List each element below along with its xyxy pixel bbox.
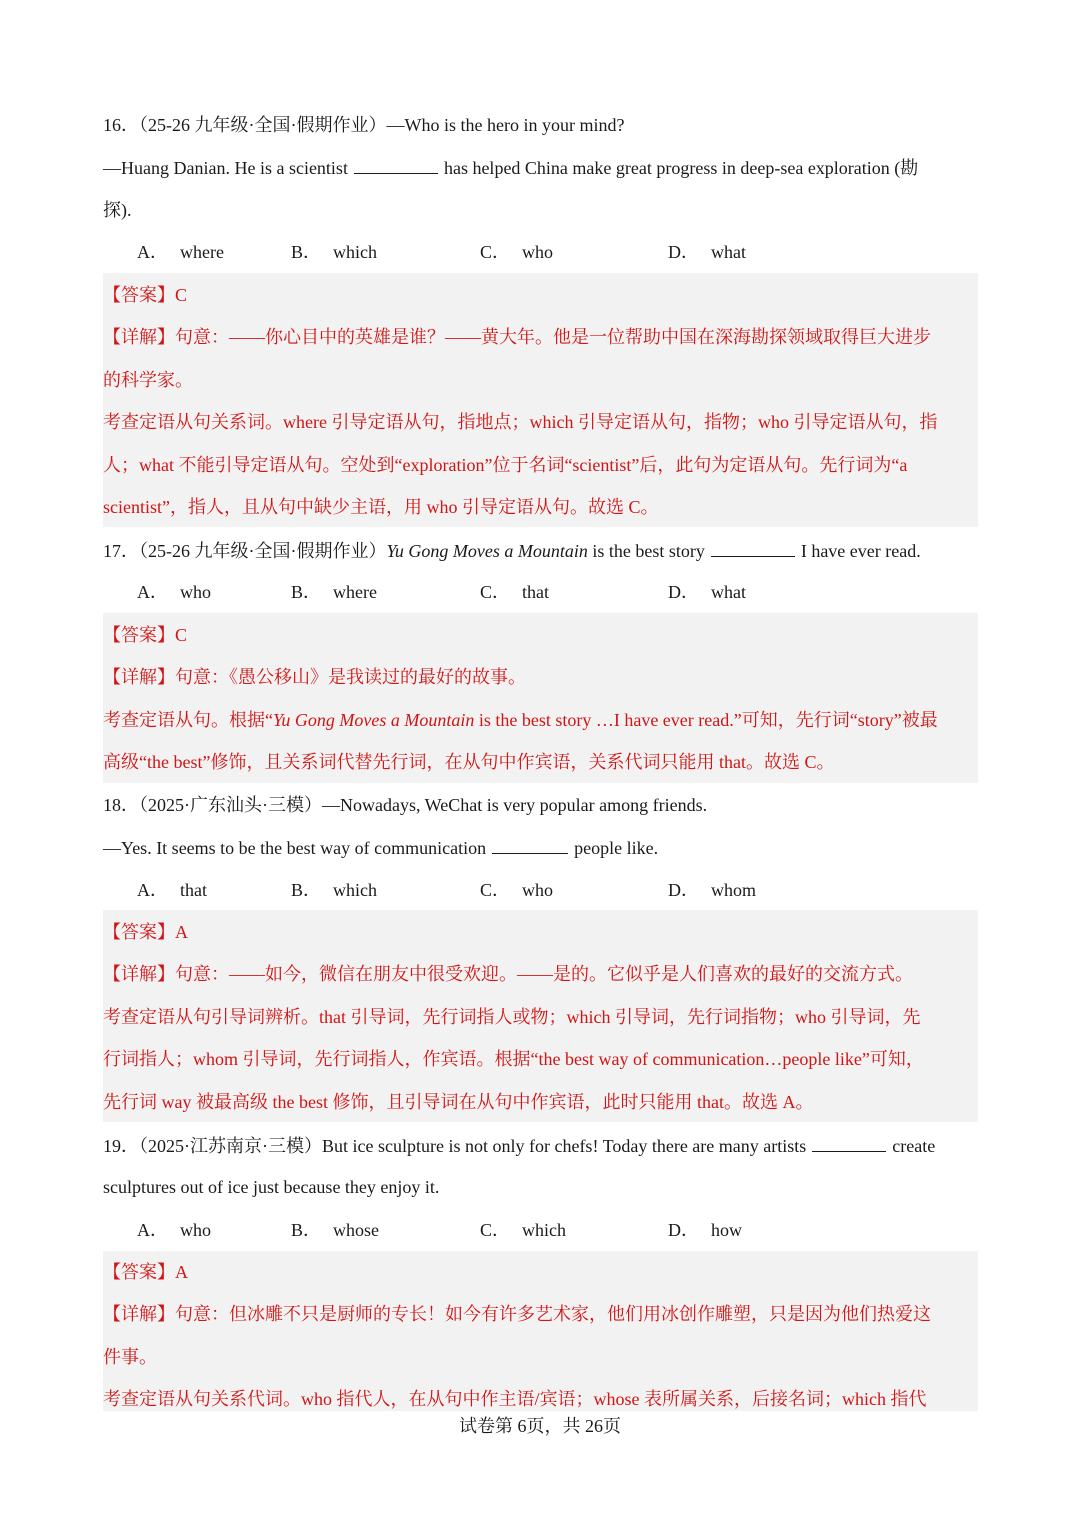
q18-detail-2: 考查定语从句引导词辨析。that 引导词，先行词指人或物；which 引导词，先行词指物；who 引导词，先 [103, 1007, 921, 1027]
q18-option-b[interactable]: B． which [291, 880, 378, 900]
q17-option-d[interactable]: D． what [668, 582, 746, 602]
q19-detail-2: 件事。 [103, 1347, 157, 1367]
q16-answer-block [103, 273, 978, 527]
q19-option-a[interactable]: A． who [137, 1220, 211, 1240]
q17-answer: 【答案】C [103, 625, 188, 645]
q16-line2: —Huang Danian. He is a scientist has helped China make great progress in deep-sea exploration (勘 [103, 155, 983, 180]
q16-answer: 【答案】C [103, 285, 188, 305]
q18-answer: 【答案】A [103, 922, 188, 942]
q16-detail-5: scientist”，指人，且从句中缺少主语，用 who 引导定语从句。故选 C。 [103, 497, 659, 517]
q19-option-d[interactable]: D． how [668, 1220, 742, 1240]
q16-stem: 16．（25-26 九年级·全国·假期作业）—Who is the hero in your mind? [103, 115, 625, 135]
q18-option-c[interactable]: C． who [480, 880, 554, 900]
q17-option-c[interactable]: C． that [480, 582, 550, 602]
answer-blank [354, 155, 438, 174]
q16-option-a[interactable]: A． where [137, 242, 224, 262]
q19-option-c[interactable]: C． which [480, 1220, 567, 1240]
q17-stem: 17．（25-26 九年级·全国·假期作业）Yu Gong Moves a Mountain is the best story I have ever read. [103, 538, 983, 563]
q16-option-d[interactable]: D． what [668, 242, 746, 262]
q18-option-d[interactable]: D． whom [668, 880, 756, 900]
q17-detail-2: 考查定语从句。根据“Yu Gong Moves a Mountain is the best story …I have ever read.”可知，先行词“story”被最 [103, 710, 938, 730]
answer-blank [492, 835, 568, 854]
q16-detail-4: 人；what 不能引导定语从句。空处到“exploration”位于名词“scientist”后，此句为定语从句。先行词为“a [103, 455, 908, 475]
q16-option-c[interactable]: C． who [480, 242, 554, 262]
q19-line2: sculptures out of ice just because they enjoy it. [103, 1177, 440, 1197]
q18-detail-3: 行词指人；whom 引导词，先行词指人，作宾语。根据“the best way of communication…people like”可知， [103, 1049, 924, 1069]
q16-detail-1: 【详解】句意：——你心目中的英雄是谁？——黄大年。他是一位帮助中国在深海勘探领域取得巨大进步 [103, 327, 931, 347]
q19-detail-3: 考查定语从句关系代词。who 指代人，在从句中作主语/宾语；whose 表所属关系，后接名词；which 指代 [103, 1389, 927, 1409]
answer-blank [812, 1133, 886, 1152]
q18-option-a[interactable]: A． that [137, 880, 207, 900]
q17-detail-1: 【详解】句意：《愚公移山》是我读过的最好的故事。 [103, 667, 526, 687]
q16-line3: 探). [103, 200, 132, 220]
q18-detail-1: 【详解】句意：——如今，微信在朋友中很受欢迎。——是的。它似乎是人们喜欢的最好的交流方式。 [103, 964, 913, 984]
q19-answer: 【答案】A [103, 1262, 188, 1282]
q19-detail-1: 【详解】句意：但冰雕不只是厨师的专长！如今有许多艺术家，他们用冰创作雕塑，只是因为他们热爱这 [103, 1304, 931, 1324]
q19-option-b[interactable]: B． whose [291, 1220, 380, 1240]
q16-detail-3: 考查定语从句关系词。where 引导定语从句，指地点；which 引导定语从句，指物；who 引导定语从句，指 [103, 412, 938, 432]
q16-detail-2: 的科学家。 [103, 370, 193, 390]
q17-option-b[interactable]: B． where [291, 582, 377, 602]
q18-line2: —Yes. It seems to be the best way of communication people like. [103, 835, 983, 860]
q19-stem: 19．（2025·江苏南京·三模）But ice sculpture is not only for chefs! Today there are many artists create [103, 1133, 983, 1158]
q18-detail-4: 先行词 way 被最高级 the best 修饰，且引导词在从句中作宾语，此时只能用 that。故选 A。 [103, 1092, 814, 1112]
q17-detail-3: 高级“the best”修饰，且关系词代替先行词，在从句中作宾语，关系代词只能用 that。故选 C。 [103, 752, 835, 772]
q17-option-a[interactable]: A． who [137, 582, 211, 602]
q16-option-b[interactable]: B． which [291, 242, 378, 262]
page-footer: 试卷第 6页，共 26页 [459, 1416, 621, 1436]
q18-stem: 18．（2025·广东汕头·三模）—Nowadays, WeChat is very popular among friends. [103, 795, 708, 815]
answer-blank [711, 538, 795, 557]
